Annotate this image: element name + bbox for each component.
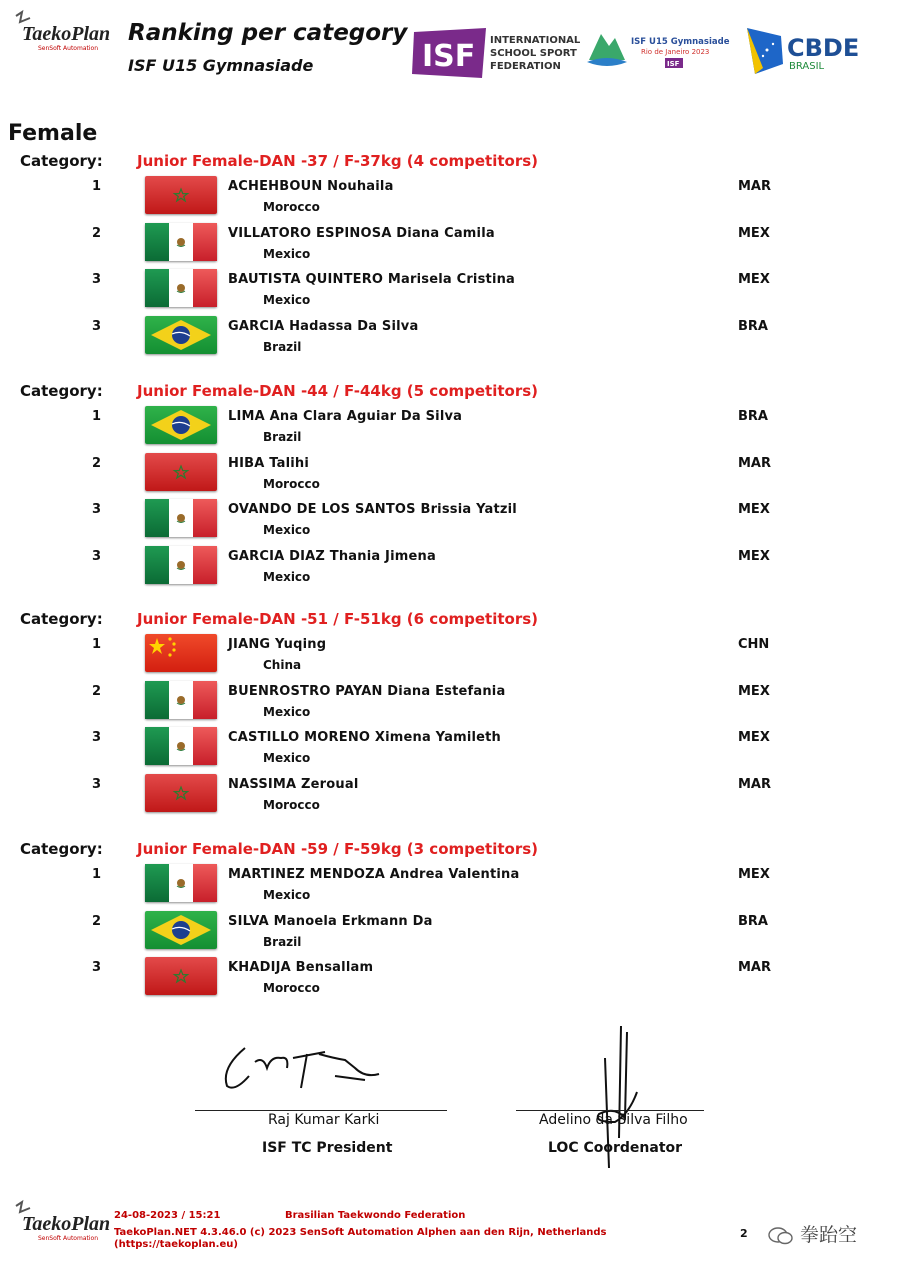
footer-logo — [8, 1200, 111, 1244]
athlete-name: VILLATORO ESPINOSA Diana Camila — [228, 225, 495, 241]
gymnasiade-logo — [585, 24, 730, 74]
athlete-name: GARCIA DIAZ Thania Jimena — [228, 548, 436, 564]
footer-datetime: 24-08-2023 / 15:21 — [114, 1210, 221, 1221]
athlete-country: Morocco — [263, 200, 320, 214]
section-title: Female — [8, 121, 98, 146]
flag-bra-icon — [145, 911, 217, 949]
footer-url[interactable]: (https://taekoplan.eu) — [114, 1239, 238, 1250]
cbde-sub: BRASIL — [789, 61, 825, 72]
athlete-name: ACHEHBOUN Nouhaila — [228, 179, 394, 194]
athlete-name: MARTINEZ MENDOZA Andrea Valentina — [228, 867, 520, 882]
flag-bra-icon — [145, 316, 217, 354]
flag-mex-icon — [145, 681, 217, 719]
cbde-mark: CBDE — [787, 34, 860, 62]
isf-line1: INTERNATIONAL — [490, 35, 581, 46]
flag-mar-icon — [145, 957, 217, 995]
rank-number: 3 — [92, 960, 102, 975]
footer-credits: TaekoPlan.NET 4.3.46.0 (c) 2023 SenSoft Automation Alphen aan den Rijn, Netherlands — [114, 1227, 607, 1238]
flag-mex-icon — [145, 727, 217, 765]
country-code: MEX — [738, 867, 770, 882]
rank-number: 1 — [92, 867, 102, 882]
athlete-country: Morocco — [263, 476, 320, 491]
rank-number: 3 — [92, 548, 102, 564]
flag-mar-icon — [145, 176, 217, 214]
signatory-role: ISF TC President — [262, 1140, 393, 1156]
country-code: MEX — [738, 502, 770, 517]
page-title: Ranking per category — [128, 20, 408, 46]
gym-line2: Rio de Janeiro 2023 — [641, 48, 710, 56]
category-label: Category: — [20, 152, 103, 170]
category-label: Category: — [20, 840, 103, 858]
flag-mex-icon — [145, 223, 217, 261]
flag-mex-icon — [145, 269, 217, 307]
rank-number: 3 — [92, 776, 102, 792]
isf-line2: SCHOOL SPORT — [490, 48, 577, 59]
watermark-text: 拳跆空 — [800, 1224, 858, 1246]
footer-federation: Brasilian Taekwondo Federation — [285, 1210, 466, 1221]
athlete-name: SILVA Manoela Erkmann Da — [228, 913, 433, 929]
signatory-name: Adelino da Silva Filho — [539, 1112, 688, 1128]
athlete-name: KHADIJA Bensallam — [228, 960, 374, 975]
athlete-country: Mexico — [263, 704, 311, 719]
signature-line — [516, 1110, 704, 1111]
rank-number: 2 — [92, 913, 102, 929]
country-code: MEX — [738, 225, 770, 241]
flag-mex-icon — [145, 546, 217, 584]
athlete-country: Brazil — [263, 430, 302, 444]
category-name: Junior Female-DAN -37 / F-37kg (4 competitors) — [137, 152, 539, 170]
flag-bra-icon — [145, 406, 217, 444]
rank-number: 1 — [92, 637, 102, 652]
taekoplan-logo — [8, 10, 111, 54]
athlete-name: BUENROSTRO PAYAN Diana Estefania — [228, 683, 506, 699]
gym-line1: ISF U15 Gymnasiade — [631, 37, 730, 47]
athlete-country: Mexico — [263, 569, 311, 584]
isf-mark: ISF — [422, 39, 476, 74]
athlete-name: CASTILLO MORENO Ximena Yamileth — [228, 730, 502, 745]
rank-number: 3 — [92, 730, 102, 745]
country-code: MAR — [738, 179, 772, 194]
flag-mar-icon — [145, 453, 217, 491]
gym-badge: ISF — [667, 60, 680, 68]
rank-number: 1 — [92, 409, 102, 424]
athlete-country: Morocco — [263, 981, 320, 995]
athlete-country: Brazil — [263, 339, 302, 354]
country-code: MEX — [738, 683, 770, 699]
watermark — [768, 1220, 857, 1247]
wechat-icon — [768, 1226, 794, 1246]
signatory-name: Raj Kumar Karki — [268, 1112, 380, 1128]
signatory-role: LOC Coordenator — [548, 1140, 683, 1156]
rank-number: 2 — [92, 225, 102, 241]
flag-chn-icon — [145, 634, 217, 672]
country-code: MAR — [738, 960, 772, 975]
athlete-name: JIANG Yuqing — [228, 637, 327, 652]
athlete-name: GARCIA Hadassa Da Silva — [228, 318, 419, 334]
flag-mex-icon — [145, 864, 217, 902]
flag-mar-icon — [145, 774, 217, 812]
isf-logo — [412, 28, 581, 80]
rank-number: 2 — [92, 683, 102, 699]
rank-number: 1 — [92, 179, 102, 194]
athlete-country: China — [263, 658, 302, 672]
kicker-icon — [8, 10, 111, 54]
footer-logo-sub: SenSoft Automation — [38, 1235, 98, 1242]
athlete-country: Morocco — [263, 797, 320, 812]
footer-logo-text: TaekoPlan — [22, 1213, 111, 1235]
athlete-country: Mexico — [263, 751, 311, 765]
athlete-name: NASSIMA Zeroual — [228, 776, 359, 792]
cbde-logo — [745, 24, 870, 76]
category-label: Category: — [20, 382, 103, 400]
athlete-country: Brazil — [263, 934, 302, 949]
athlete-country: Mexico — [263, 523, 311, 537]
category-name: Junior Female-DAN -44 / F-44kg (5 competitors) — [137, 382, 539, 400]
country-code: BRA — [738, 409, 768, 424]
country-code: BRA — [738, 318, 768, 334]
page-number: 2 — [740, 1227, 748, 1240]
athlete-name: HIBA Talihi — [228, 455, 309, 471]
country-code: MEX — [738, 730, 770, 745]
athlete-name: LIMA Ana Clara Aguiar Da Silva — [228, 409, 463, 424]
signature-line — [195, 1110, 447, 1111]
athlete-name: BAUTISTA QUINTERO Marisela Cristina — [228, 272, 516, 287]
isf-line3: FEDERATION — [490, 61, 561, 72]
logo-text: TaekoPlan — [22, 23, 111, 45]
rank-number: 3 — [92, 272, 102, 287]
category-name: Junior Female-DAN -51 / F-51kg (6 competitors) — [137, 610, 539, 628]
country-code: BRA — [738, 913, 768, 929]
athlete-country: Mexico — [263, 293, 311, 307]
athlete-country: Mexico — [263, 888, 311, 902]
rank-number: 2 — [92, 455, 102, 471]
logo-sub: SenSoft Automation — [38, 45, 98, 52]
country-code: MEX — [738, 548, 770, 564]
country-code: CHN — [738, 637, 770, 652]
category-name: Junior Female-DAN -59 / F-59kg (3 competitors) — [137, 840, 539, 858]
country-code: MAR — [738, 455, 772, 471]
page-subtitle: ISF U15 Gymnasiade — [128, 56, 314, 75]
athlete-name: OVANDO DE LOS SANTOS Brissia Yatzil — [228, 502, 517, 517]
country-code: MEX — [738, 272, 770, 287]
country-code: MAR — [738, 776, 772, 792]
category-label: Category: — [20, 610, 103, 628]
signature-president — [215, 1028, 385, 1098]
flag-mex-icon — [145, 499, 217, 537]
rank-number: 3 — [92, 318, 102, 334]
rank-number: 3 — [92, 502, 102, 517]
athlete-country: Mexico — [263, 246, 311, 261]
